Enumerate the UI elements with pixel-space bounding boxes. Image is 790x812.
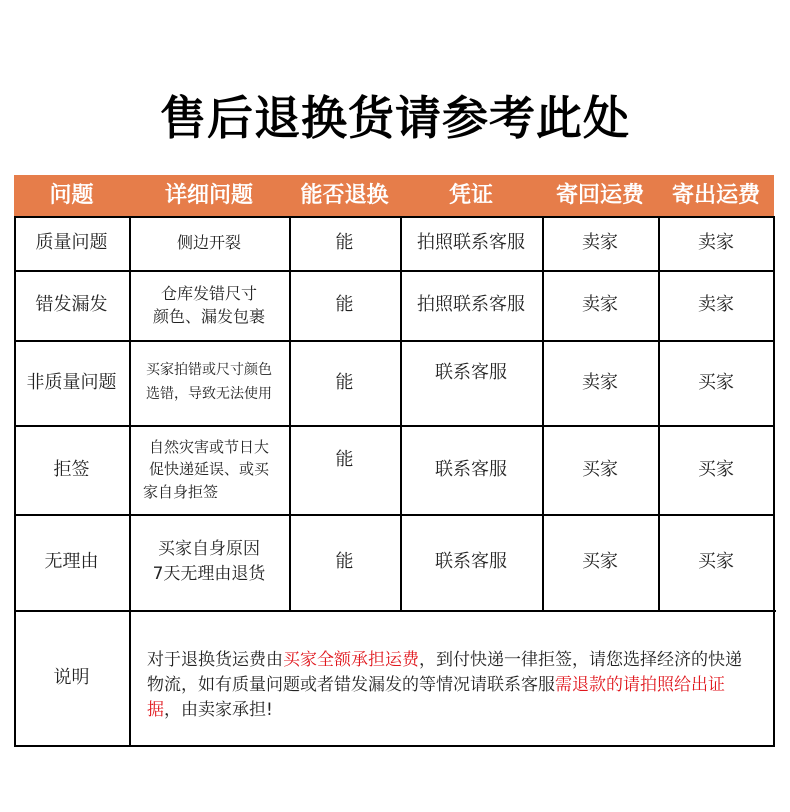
- header-send-shipping: 寄出运费: [671, 183, 760, 208]
- cell-issue: 拒签: [53, 458, 90, 480]
- header-detail: 详细问题: [164, 183, 253, 208]
- cell-send-shipping: 卖家: [698, 294, 734, 316]
- detail-line: 买家自身原因: [158, 539, 260, 560]
- cell-returnable: 能: [335, 551, 354, 573]
- detail-line: 促快递延误、或买: [148, 460, 269, 479]
- cell-proof: 拍照联系客服: [417, 232, 525, 254]
- note-segment: ，由卖家承担!: [164, 700, 273, 720]
- note-segment: 对于退换货运费由: [147, 650, 283, 670]
- cell-detail: [129, 425, 289, 514]
- cell-issue: 非质量问题: [26, 371, 117, 393]
- note-text: [147, 648, 757, 723]
- cell-returnable: 能: [335, 448, 354, 470]
- detail-line: 自然灾害或节日大: [148, 437, 269, 456]
- cell-issue: 无理由: [44, 551, 99, 573]
- cell-proof: 联系客服: [435, 458, 507, 480]
- cell-returnable: 能: [335, 232, 354, 254]
- cell-detail: [129, 514, 289, 610]
- cell-send-shipping: 买家: [698, 458, 734, 480]
- cell-proof: 联系客服: [435, 361, 507, 383]
- header-issue: 问题: [49, 183, 94, 208]
- cell-proof: 拍照联系客服: [417, 294, 525, 316]
- cell-send-shipping: 买家: [698, 551, 734, 573]
- row-divider: [14, 745, 774, 747]
- cell-detail: [129, 270, 289, 340]
- cell-issue: 错发漏发: [35, 294, 108, 316]
- detail-line: 仓库发错尺寸: [160, 283, 257, 303]
- detail-line: 侧边开裂: [176, 233, 241, 253]
- detail-line: 家自身拒签: [143, 482, 219, 501]
- cell-return-shipping: 卖家: [582, 294, 618, 316]
- cell-proof: 联系客服: [435, 551, 507, 573]
- table-header: [14, 175, 774, 216]
- cell-return-shipping: 卖家: [582, 371, 618, 393]
- detail-line: 选错，导致无法使用: [146, 385, 272, 402]
- note-segment-highlight: 需退款的请拍照给出证据: [147, 675, 725, 720]
- detail-line: 7天无理由退货: [152, 564, 266, 584]
- cell-returnable: 能: [335, 294, 354, 316]
- note-label: 说明: [53, 666, 90, 688]
- cell-detail: [129, 340, 289, 425]
- note-segment-highlight: 买家全额承担运费: [283, 650, 419, 670]
- cell-return-shipping: 卖家: [582, 232, 618, 254]
- cell-returnable: 能: [335, 371, 354, 393]
- cell-send-shipping: 卖家: [698, 232, 734, 254]
- header-returnable: 能否退换: [300, 183, 389, 208]
- detail-line: 颜色、漏发包裹: [152, 307, 265, 326]
- cell-return-shipping: 买家: [582, 551, 618, 573]
- page-title: 售后退换货请参考此处: [160, 91, 630, 145]
- cell-send-shipping: 买家: [698, 371, 734, 393]
- header-proof: 凭证: [448, 183, 493, 208]
- header-return-shipping: 寄回运费: [555, 183, 644, 208]
- cell-detail: [129, 216, 289, 270]
- detail-line: 买家拍错或尺寸颜色: [146, 361, 272, 378]
- note-segment: ，到付快递一律拒签，请您选择经济的快递物流，如有质量问题或者错发漏发的等情况请联系客服: [147, 650, 742, 695]
- cell-issue: 质量问题: [35, 232, 108, 254]
- cell-return-shipping: 买家: [582, 458, 618, 480]
